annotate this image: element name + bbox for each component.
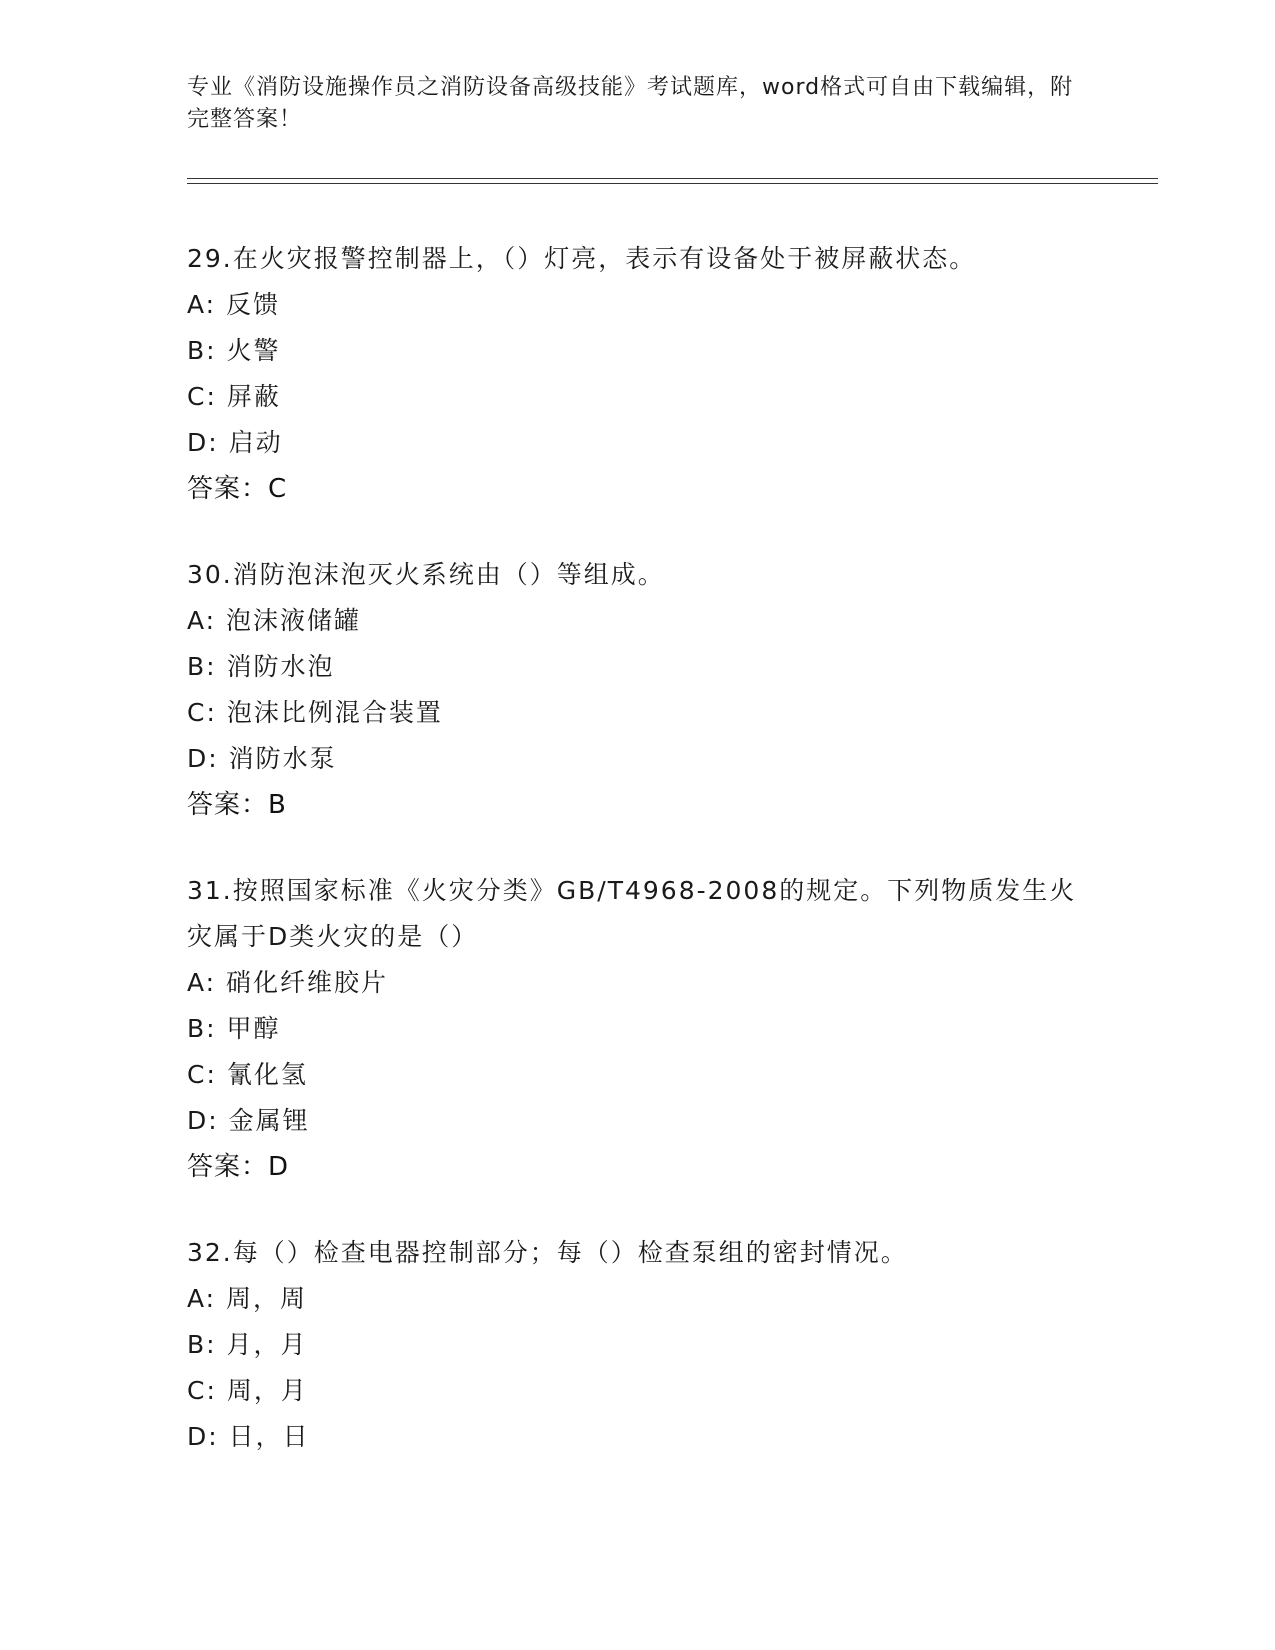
- option-a: A: 硝化纤维胶片: [187, 968, 389, 997]
- option-b: B: 甲醇: [187, 1014, 281, 1043]
- option-c: C: 泡沫比例混合装置: [187, 698, 443, 727]
- question-title: 29.在火灾报警控制器上，（）灯亮，表示有设备处于被屏蔽状态。: [187, 244, 977, 273]
- option-d: D: 金属锂: [187, 1106, 310, 1135]
- header-divider-bottom: [187, 183, 1158, 184]
- option-d: D: 消防水泵: [187, 744, 337, 773]
- document-header: 专业《消防设施操作员之消防设备高级技能》考试题库，word格式可自由下载编辑，附完整答案！: [187, 75, 1074, 132]
- answer: 答案：B: [187, 790, 287, 820]
- option-c: C: 周，月: [187, 1376, 308, 1405]
- question-title: 32.每（）检查电器控制部分；每（）检查泵组的密封情况。: [187, 1238, 908, 1267]
- option-b: B: 火警: [187, 336, 281, 365]
- header-divider-top: [187, 178, 1158, 179]
- option-a: A: 周，周: [187, 1284, 308, 1313]
- answer: 答案：C: [187, 474, 288, 504]
- question-title: 30.消防泡沫泡灭火系统由（）等组成。: [187, 560, 665, 589]
- question-30: [187, 552, 1087, 828]
- option-c: C: 屏蔽: [187, 382, 281, 411]
- question-32: [187, 1230, 1087, 1460]
- question-list: [187, 236, 1087, 1500]
- option-b: B: 月，月: [187, 1330, 308, 1359]
- answer: 答案：D: [187, 1152, 290, 1182]
- option-d: D: 启动: [187, 428, 283, 457]
- question-29: [187, 236, 1087, 512]
- question-31: [187, 868, 1087, 1190]
- question-title: 31.按照国家标准《火灾分类》GB/T4968-2008的规定。下列物质发生火灾属于D类火灾的是（）: [187, 876, 1077, 951]
- option-c: C: 氰化氢: [187, 1060, 308, 1089]
- option-b: B: 消防水泡: [187, 652, 335, 681]
- option-d: D: 日，日: [187, 1422, 310, 1451]
- option-a: A: 泡沫液储罐: [187, 606, 362, 635]
- option-a: A: 反馈: [187, 290, 281, 319]
